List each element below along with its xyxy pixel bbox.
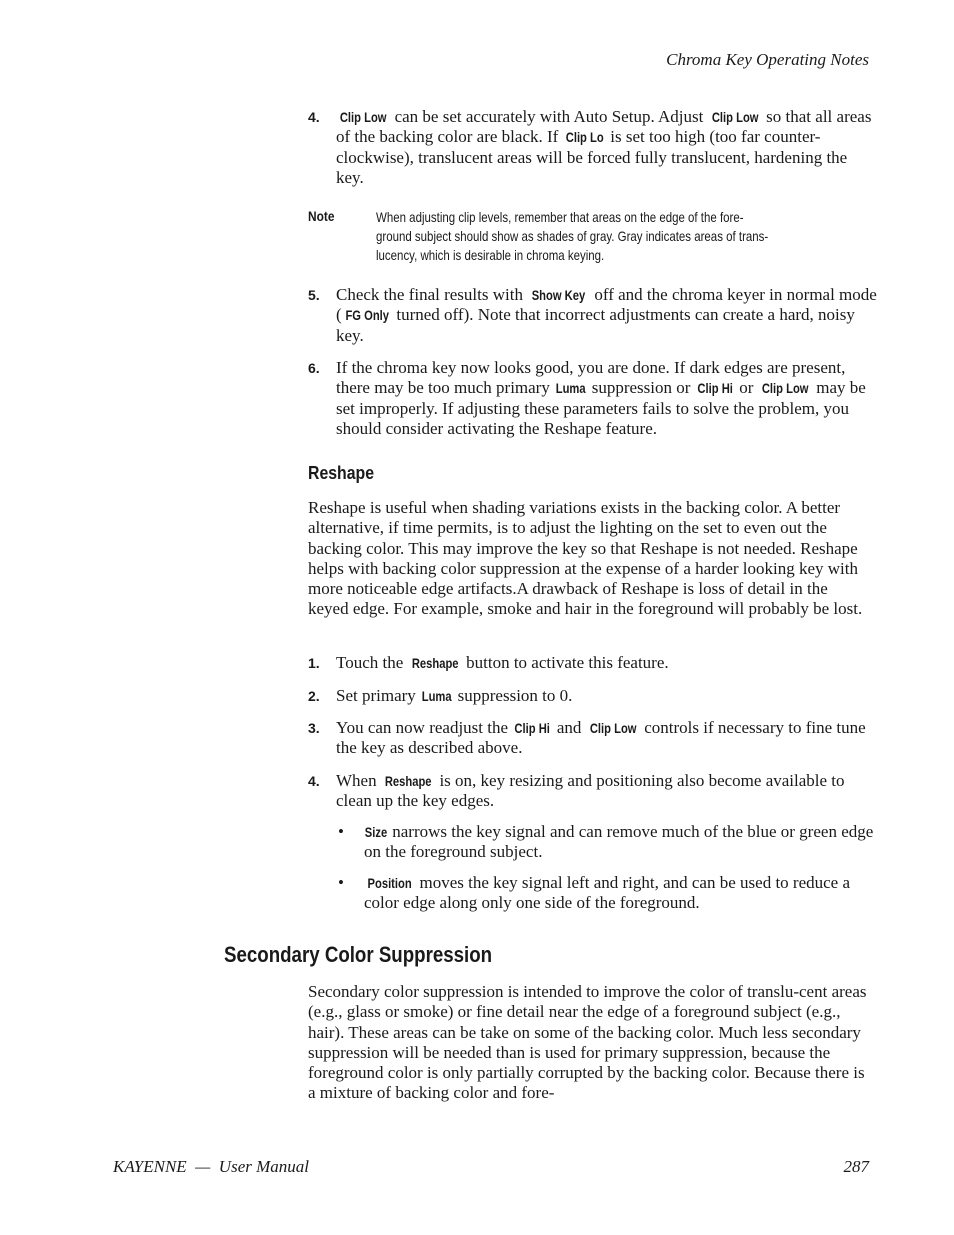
control-name: Clip Low	[339, 109, 387, 125]
step-text: If the chroma key now looks good, you are done. If dark edges are present, there may be too much primary Luma suppression or Clip Hi or Clip Low may be set improperly. If adjusting these parameters fails to solve the problem, you should consider activating the Reshape feature.	[336, 358, 866, 438]
step-number: 6.	[308, 360, 320, 376]
list-item-step-6	[308, 358, 878, 439]
step-text: Touch the Reshape button to activate this feature.	[336, 653, 669, 672]
bullet-mark: •	[338, 822, 344, 841]
control-name: Show Key	[531, 287, 586, 303]
reshape-step-3	[308, 718, 878, 759]
bullet-text: Size narrows the key signal and can remove much of the blue or green edge on the foreground subject.	[364, 822, 874, 862]
note-line: When adjusting clip levels, remember that areas on the edge of the fore-	[376, 209, 744, 225]
control-name: Luma	[421, 688, 452, 704]
step-number: 1.	[308, 655, 320, 671]
control-name: Size	[364, 824, 388, 840]
note-line: ground subject should show as shades of gray. Gray indicates areas of trans-	[376, 228, 769, 244]
step-number: 4.	[308, 109, 320, 125]
note-text	[376, 208, 835, 265]
step-text: Check the final results with Show Key off and the chroma keyer in normal mode ( FG Only turned off). Note that incorrect adjustments can create a hard, noisy key.	[336, 285, 877, 345]
reshape-step-2	[308, 686, 878, 706]
control-name: Clip Low	[589, 720, 637, 736]
step-text: When Reshape is on, key resizing and positioning also become available to clean up the key edges.	[336, 771, 845, 811]
reshape-paragraph: Reshape is useful when shading variations exists in the backing color. A better alternative, if time permits, is to adjust the lighting on the set to even out the backing color. This may improve the key so that Reshape is not needed. Reshape helps with backing color suppression at the expense of a harder looking key with more noticeable edge artifacts.A drawback of Reshape is loss of detail in the keyed edge. For example, smoke and hair in the foreground will probably be lost.	[308, 498, 863, 619]
control-name: Position	[367, 875, 412, 891]
bullet-item-position	[338, 873, 878, 914]
footer-manual-title: KAYENNE — User Manual	[113, 1157, 309, 1176]
step-number: 3.	[308, 720, 320, 736]
step-text: Clip Low can be set accurately with Auto Setup. Adjust Clip Low so that all areas of the backing color are black. If Clip Lo is set too high (too far counter-clockwise), translucent areas will be forced fully translucent, hardening the key.	[336, 107, 872, 187]
secondary-paragraph: Secondary color suppression is intended to improve the color of translu-cent areas (e.g., glass or smoke) or fine detail near the edge of a foreground subject (e.g., hair). These areas can be take on some of the backing color. Much less secondary suppression will be needed than is used for primary suppression, because the foreground color is only partially corrupted by the backing color. Because there is a mixture of backing color and fore-	[308, 982, 867, 1103]
step-number: 4.	[308, 773, 320, 789]
reshape-step-4	[308, 771, 878, 812]
control-name: Clip Low	[761, 380, 809, 397]
note-label: Note	[308, 208, 335, 224]
control-name: Clip Lo	[565, 129, 604, 146]
section-heading-secondary: Secondary Color Suppression	[224, 942, 493, 967]
control-name: Clip Hi	[697, 380, 733, 397]
section-heading-reshape: Reshape	[308, 463, 375, 483]
note-line: lucency, which is desirable in chroma keying.	[376, 247, 605, 263]
step-number: 2.	[308, 688, 320, 704]
control-name: FG Only	[345, 307, 389, 324]
bullet-text: Position moves the key signal left and right, and can be used to reduce a color edge along only one side of the foreground.	[364, 873, 851, 913]
bullet-mark: •	[338, 873, 344, 892]
control-name: Reshape	[384, 773, 432, 789]
step-text: Set primary Luma suppression to 0.	[336, 686, 573, 705]
page-number: 287	[843, 1157, 869, 1176]
control-name: Reshape	[411, 655, 459, 671]
reshape-step-1	[308, 653, 878, 673]
running-header: Chroma Key Operating Notes	[666, 50, 869, 69]
bullet-item-size	[338, 822, 878, 863]
list-item-step-4	[308, 107, 878, 188]
step-text: You can now readjust the Clip Hi and Clip Low controls if necessary to fine tune the key as described above.	[336, 718, 866, 758]
step-number: 5.	[308, 287, 320, 303]
control-name: Clip Hi	[514, 720, 551, 736]
list-item-step-5	[308, 285, 878, 346]
control-name: Luma	[555, 380, 586, 397]
control-name: Clip Low	[711, 109, 759, 125]
